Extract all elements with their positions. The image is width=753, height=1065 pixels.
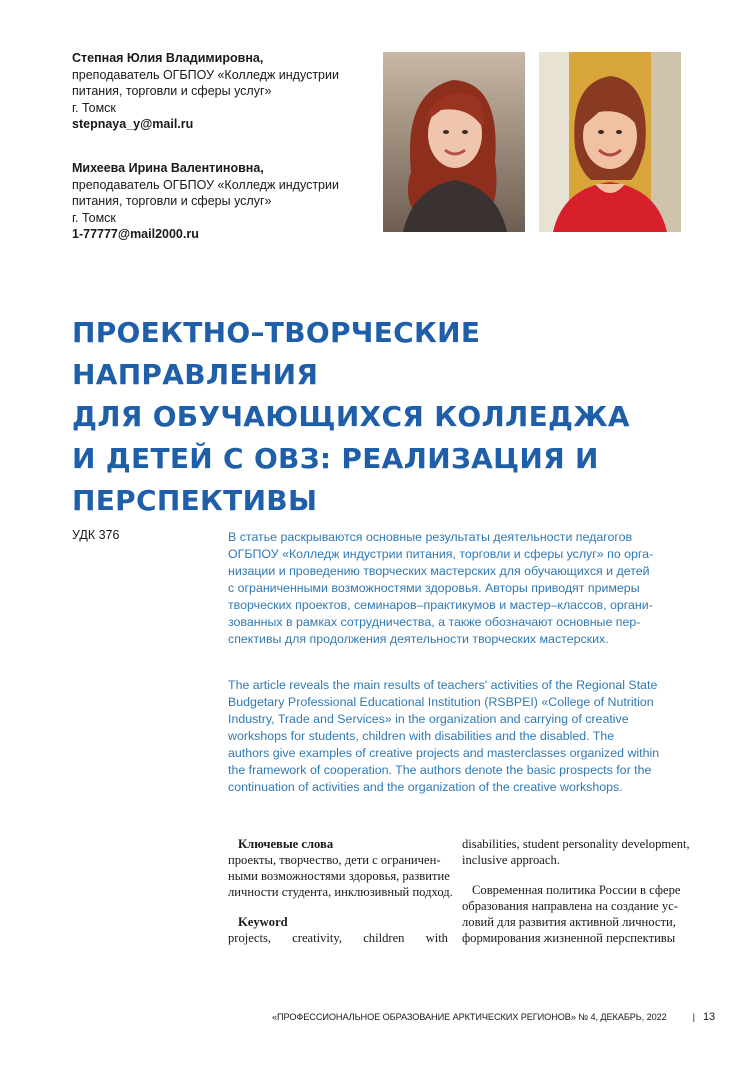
abstract-line: спективы для продолжения деятельности творческих мастерских. [228, 632, 609, 646]
keywords-heading-ru: Ключевые слова [238, 837, 334, 851]
abstract-line: зованных в рамках сотрудничества, а также обозначают основные пер- [228, 615, 641, 629]
abstract-line: с ограниченными возможностями здоровья. Авторы приводят примеры [228, 581, 640, 595]
author-city: г. Томск [72, 100, 116, 115]
keywords-line: inclusive approach. [462, 853, 560, 867]
keyword: children [363, 931, 405, 945]
author-block-2 [72, 160, 372, 243]
author-city: г. Томск [72, 210, 116, 225]
abstract-line: творческих проектов, семинаров–практикумов и мастер–классов, органи- [228, 598, 653, 612]
body-column [462, 836, 690, 946]
author-position-line: питания, торговли и сферы услуг» [72, 84, 272, 99]
journal-name: «ПРОФЕССИОНАЛЬНОЕ ОБРАЗОВАНИЕ АРКТИЧЕСКИХ РЕГИОНОВ» № 4, ДЕКАБРЬ, 2022 [272, 1012, 667, 1022]
body-line: Современная политика России в сфере [472, 883, 681, 897]
body-line: ловий для развития активной личности, [462, 915, 676, 929]
title-line: ПЕРСПЕКТИВЫ [72, 484, 318, 517]
author-position-line: преподаватель ОГБПОУ «Колледж индустрии [72, 177, 339, 192]
abstract-line: authors give examples of creative projects and masterclasses organized within [228, 746, 660, 760]
abstract-line: Budgetary Professional Educational Institution (RSBPEI) «College of Nutrition [228, 695, 654, 709]
abstract-line: the framework of cooperation. The authors denote the basic prospects for the [228, 763, 652, 777]
keywords-column [228, 836, 453, 946]
author-email: 1-77777@mail2000.ru [72, 227, 199, 242]
article-title [72, 312, 692, 522]
footer-separator: | [692, 1012, 695, 1022]
abstract-english [228, 677, 683, 796]
body-line: формирования жизненной перспективы [462, 931, 676, 945]
title-line: ДЛЯ ОБУЧАЮЩИХСЯ КОЛЛЕДЖА [72, 400, 630, 433]
udk-code: УДК 376 [72, 528, 120, 542]
keywords-line: проекты, творчество, дети с ограничен- [228, 853, 441, 867]
keyword: projects, [228, 931, 272, 945]
keywords-line: ными возможностями здоровья, развитие [228, 869, 450, 883]
abstract-line: низации и проведению творческих мастерских для обучающихся и детей [228, 564, 650, 578]
author-photo-2 [539, 52, 681, 232]
page-number: 13 [702, 1011, 716, 1023]
abstract-line: workshops for students, children with disabilities and the disabled. The [228, 729, 615, 743]
author-name: Степная Юлия Владимировна, [72, 51, 264, 65]
author-email: stepnaya_y@mail.ru [72, 117, 194, 132]
abstract-line: continuation of activities and the organization of the creative workshops. [228, 780, 623, 794]
abstract-line: Industry, Trade and Services» in the organization and carrying of creative [228, 712, 629, 726]
author-name: Михеева Ирина Валентиновна, [72, 161, 264, 175]
title-line: И ДЕТЕЙ С ОВЗ: РЕАЛИЗАЦИЯ И [72, 442, 599, 475]
abstract-line: В статье раскрываются основные результаты деятельности педагогов [228, 530, 633, 544]
keywords-heading-en: Keyword [238, 915, 288, 929]
keyword: with [425, 931, 448, 945]
abstract-russian [228, 529, 683, 648]
keyword: creativity, [292, 931, 343, 945]
title-line: ПРОЕКТНО–ТВОРЧЕСКИЕ НАПРАВЛЕНИЯ [72, 316, 481, 391]
author-photo-1 [383, 52, 525, 232]
author-position-line: питания, торговли и сферы услуг» [72, 194, 272, 209]
author-position-line: преподаватель ОГБПОУ «Колледж индустрии [72, 67, 339, 82]
abstract-line: ОГБПОУ «Колледж индустрии питания, торговли и сферы услуг» по орга- [228, 547, 654, 561]
keywords-line: disabilities, student personality development, [462, 837, 690, 851]
body-line: образования направлена на создание ус- [462, 899, 678, 913]
abstract-line: The article reveals the main results of teachers' activities of the Regional State [228, 678, 658, 692]
author-block-1 [72, 50, 372, 133]
keywords-line: личности студента, инклюзивный подход. [228, 885, 453, 899]
page-footer [272, 1011, 716, 1023]
keywords-line-en [228, 930, 448, 946]
